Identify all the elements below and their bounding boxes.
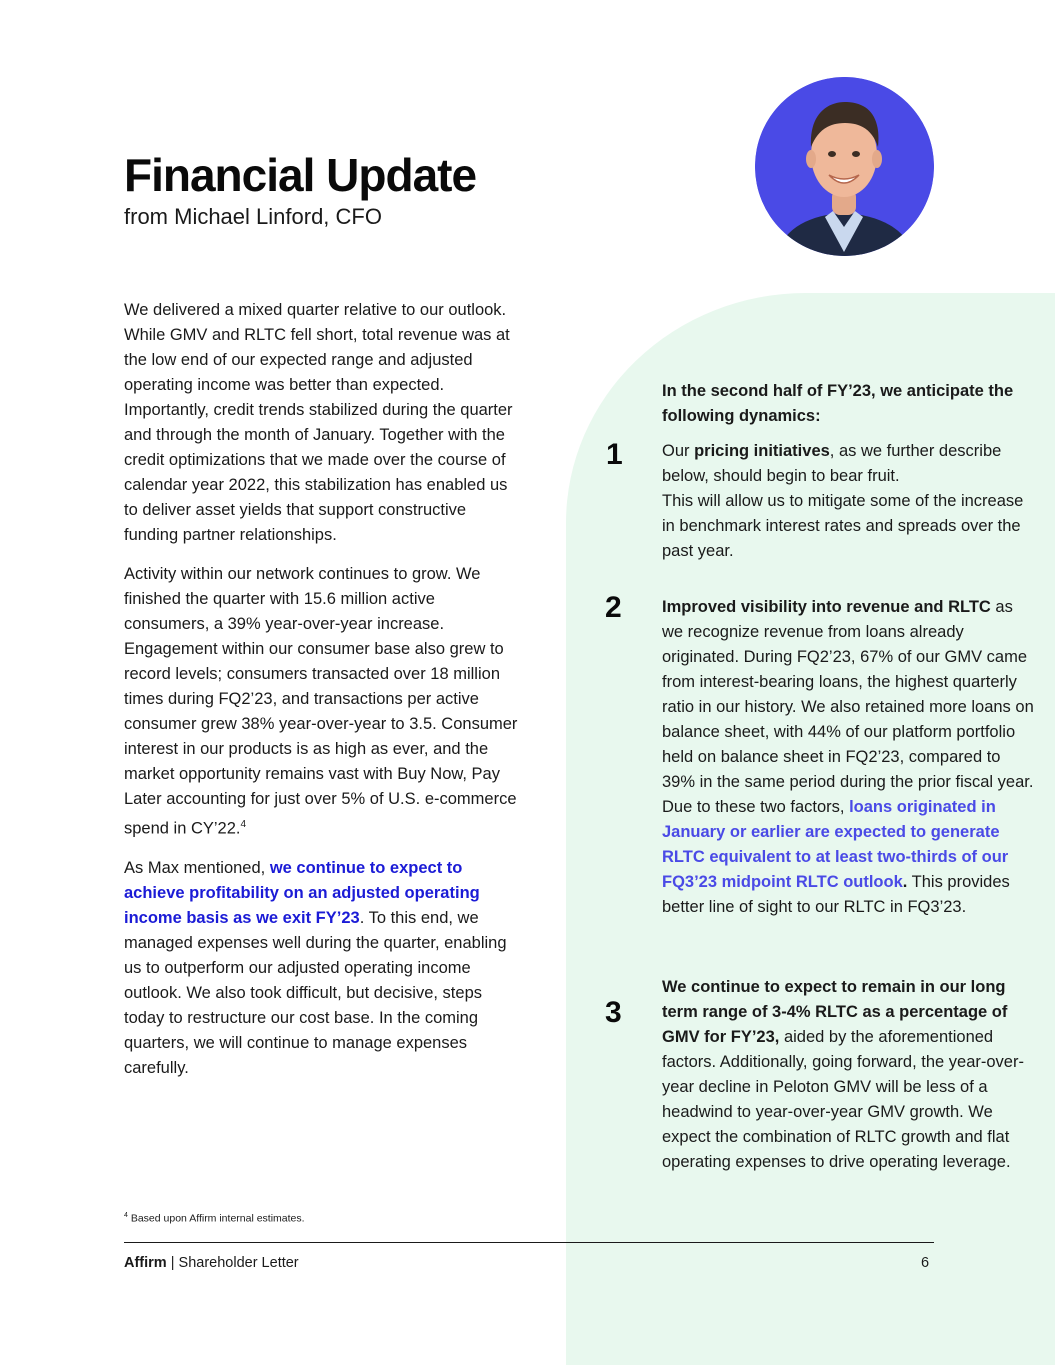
dynamics-item-2 <box>662 595 1034 920</box>
item-1-bold: pricing initiatives <box>694 442 830 460</box>
paragraph-activity <box>124 562 524 842</box>
paragraph-activity-text: Activity within our network continues to grow. We finished the quarter with 15.6 million active consumers, a 39% year-over-year increase. Engagement within our consumer base also grew to record levels; consumers transacted over 18 million times during FQ2’23, and transactions per active consumer grew 38% year-over-year to 3.5. Consumer interest in our products is as high as ever, and the market opportunity remains vast with Buy Now, Pay Later accounting for just over 5% of U.S. e-commerce spend in CY’22. <box>124 565 518 838</box>
item-2-dot: . <box>902 873 908 891</box>
profitability-tail: . To this end, we managed expenses well during the quarter, enabling us to outperform our adjusted operating income outlook. We also took difficult, but decisive, steps today to restructure our cost base. In the coming quarters, we will continue to manage expenses carefully. <box>124 908 507 1077</box>
cfo-portrait <box>755 77 934 256</box>
item-2-body: as we recognize revenue from loans already originated. During FQ2’23, 67% of our GMV came from interest-bearing loans, the highest quarterly ratio in our history. We also retained more loans on balance sheet, with 44% of our platform portfolio held on balance sheet in FQ2’23, compared to 39% in the same period during the prior fiscal year. Due to these two factors, <box>662 598 1034 816</box>
footer-doc-name: Shareholder Letter <box>178 1255 299 1271</box>
left-column <box>124 298 524 1095</box>
item-2-highlight: loans originated in January or earlier are expected to generate RLTC equivalent to at least two-thirds of our FQ3’23 midpoint RLTC outlook <box>662 798 1009 891</box>
item-number-2: 2 <box>605 591 622 624</box>
footer-separator: | <box>166 1255 179 1271</box>
item-2-bold: Improved visibility into revenue and RLTC <box>662 598 991 616</box>
item-2-text <box>662 595 1034 920</box>
footer-divider <box>124 1242 934 1243</box>
item-1-text <box>662 439 1034 489</box>
dynamics-item-1 <box>662 439 1034 564</box>
profitability-highlight: we continue to expect to achieve profitability on an adjusted operating income basis as we exit FY’23 <box>124 858 480 927</box>
dynamics-item-3 <box>662 975 1034 1175</box>
item-3-text <box>662 975 1034 1175</box>
item-3-tail: aided by the aforementioned factors. Additionally, going forward, the year-over-year decline in Peloton GMV will be less of a headwind to year-over-year GMV growth. We expect the combination of RLTC growth and flat operating expenses to drive operating leverage. <box>662 1028 1024 1171</box>
item-number-1: 1 <box>606 438 623 471</box>
item-1-lead: Our <box>662 442 695 460</box>
page-number: 6 <box>921 1255 930 1271</box>
dynamics-intro: In the second half of FY’23, we anticipate the following dynamics: <box>662 382 1014 425</box>
footer-label <box>124 1255 299 1271</box>
item-1-line2: This will allow us to mitigate some of the increase in benchmark interest rates and spreads over the past year. <box>662 492 1024 560</box>
item-3-bold: We continue to expect to remain in our long term range of 3-4% RLTC as a percentage of GMV for FY’23, <box>662 978 1008 1046</box>
item-1-tail: , as we further describe below, should begin to bear fruit. <box>662 442 1002 485</box>
footnote-marker: 4 <box>124 1212 128 1219</box>
dynamics-intro-block <box>662 379 1034 429</box>
profitability-lead: As Max mentioned, <box>124 858 270 877</box>
footnote-text: Based upon Affirm internal estimates. <box>127 1212 305 1225</box>
item-2-tail: This provides better line of sight to our RLTC in FQ3’23. <box>662 873 1010 916</box>
item-number-3: 3 <box>605 996 622 1029</box>
paragraph-profitability <box>124 856 524 1081</box>
footer-brand: Affirm <box>124 1255 167 1271</box>
footnote <box>124 1212 305 1225</box>
portrait-illustration <box>755 77 934 256</box>
page-subtitle: from Michael Linford, CFO <box>124 204 382 229</box>
footnote-ref: 4 <box>240 819 247 830</box>
paragraph-outlook: We delivered a mixed quarter relative to our outlook. While GMV and RLTC fell short, total revenue was at the low end of our expected range and adjusted operating income was better than expected. Importantly, credit trends stabilized during the quarter and through the month of January. Together with the credit optimizations that we made over the course of calendar year 2022, this stabilization has enabled us to deliver asset yields that support constructive funding partner relationships. <box>124 301 513 544</box>
page-title: Financial Update <box>124 149 477 201</box>
